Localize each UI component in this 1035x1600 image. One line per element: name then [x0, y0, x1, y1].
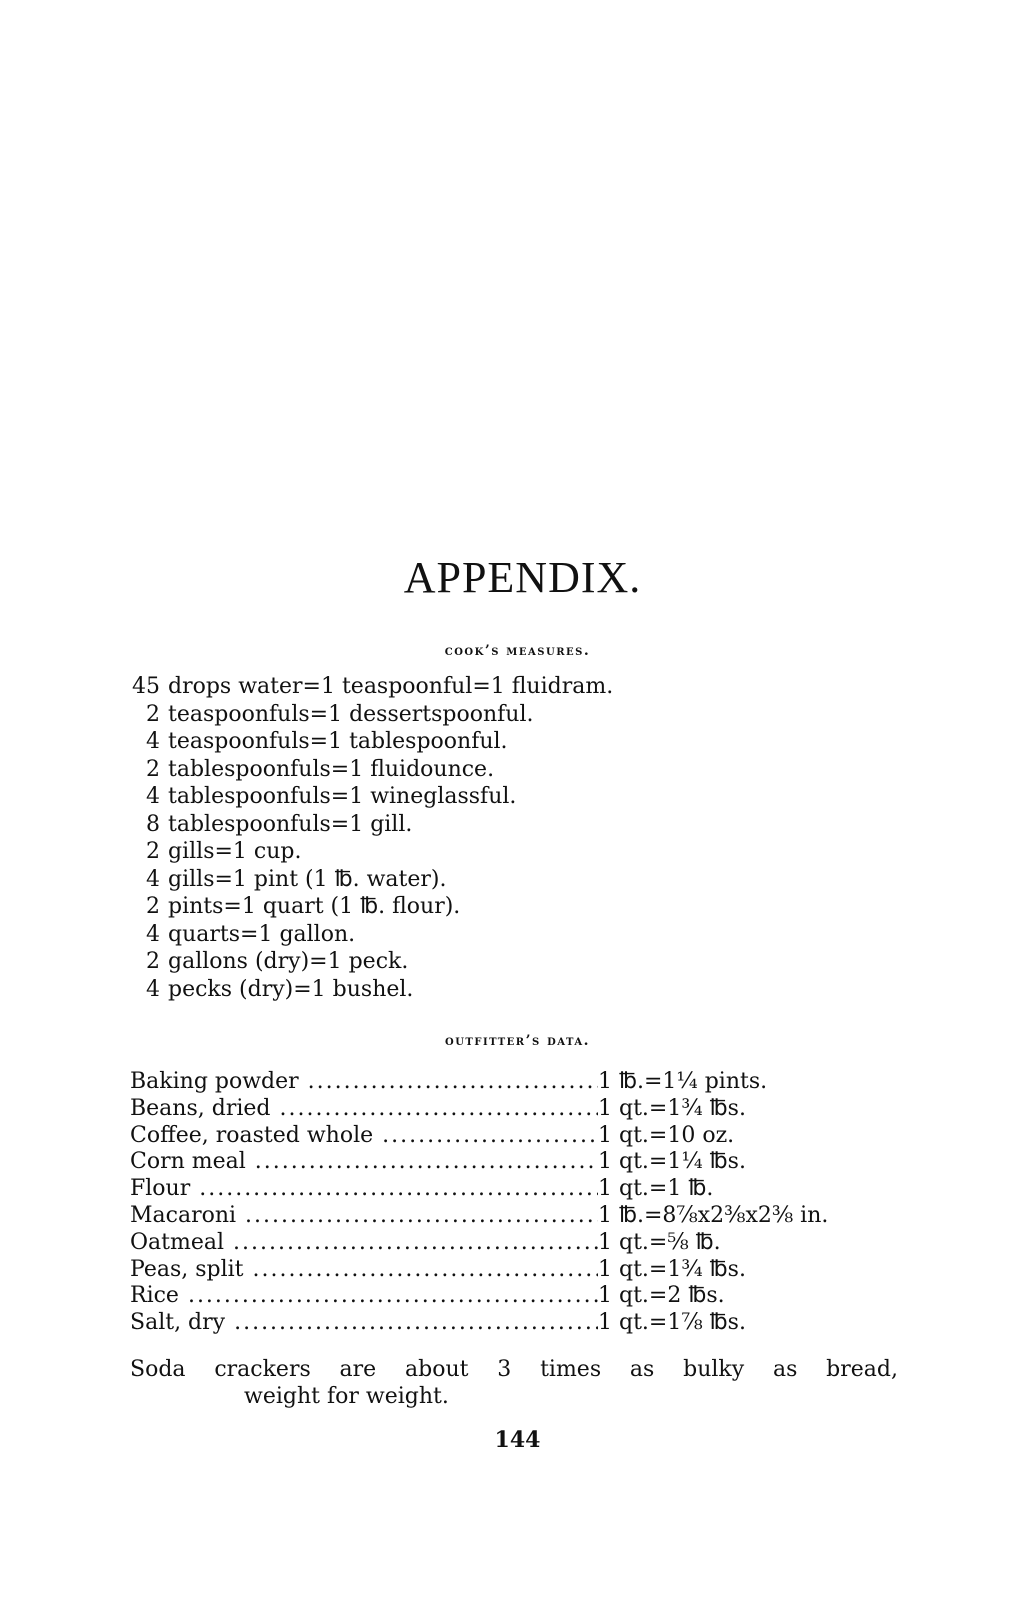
measure-quantity: 45 — [132, 674, 160, 699]
cooks-measures-heading: cook’s measures. — [444, 643, 591, 659]
measure-row — [128, 893, 888, 921]
measure-text: teaspoonfuls=1 dessertspoonful. — [168, 701, 534, 727]
measure-row — [128, 756, 888, 784]
measure-row — [128, 921, 888, 949]
measure-quantity: 2 — [146, 756, 160, 782]
data-amount: 1 qt.=2 ℔s. — [598, 1283, 725, 1309]
measure-text: teaspoonfuls=1 tablespoonful. — [168, 729, 508, 754]
measure-text: gills=1 cup. — [168, 839, 302, 864]
measure-row — [128, 866, 888, 894]
data-row — [130, 1230, 910, 1257]
data-amount: 1 ℔.=8⅞x2⅜x2⅜ in. — [598, 1202, 829, 1228]
measure-row — [128, 783, 888, 811]
measure-row — [128, 838, 888, 866]
measure-text: quarts=1 gallon. — [168, 921, 356, 947]
data-amount: 1 ℔.=1¼ pints. — [598, 1069, 768, 1094]
measure-row — [128, 811, 888, 839]
outfitters-data-heading: outfitter’s data. — [445, 1033, 590, 1049]
data-row — [130, 1123, 910, 1150]
measure-quantity: 4 — [146, 729, 160, 754]
data-row — [130, 1283, 910, 1310]
outfitters-data-list — [130, 1069, 910, 1337]
data-amount: 1 qt.=1¼ ℔s. — [598, 1149, 746, 1175]
measure-quantity: 8 — [146, 811, 160, 837]
data-amount: 1 qt.=⅝ ℔. — [598, 1229, 721, 1255]
data-item: Macaroni ..... — [130, 1203, 598, 1230]
data-item: Beans, dried ..... — [130, 1096, 598, 1123]
measure-text: tablespoonfuls=1 gill. — [168, 811, 413, 837]
data-amount: 1 qt.=1 ℔. — [598, 1176, 714, 1202]
data-row — [130, 1203, 910, 1230]
data-amount: 1 qt.=1¾ ℔s. — [598, 1256, 746, 1282]
data-item: Salt, dry ..... — [130, 1310, 598, 1337]
cooks-measures-list — [128, 673, 888, 1003]
data-row — [130, 1149, 910, 1176]
data-row — [130, 1096, 910, 1123]
data-amount: 1 qt.=10 oz. — [598, 1122, 735, 1148]
measure-row — [128, 728, 888, 756]
page-title: APPENDIX. — [403, 553, 642, 602]
measure-row — [128, 701, 888, 729]
data-item: Baking powder ..... — [130, 1069, 598, 1096]
measure-text: tablespoonfuls=1 wineglassful. — [168, 784, 517, 809]
measure-text: pints=1 quart (1 ℔. flour). — [168, 894, 461, 919]
measure-quantity: 4 — [146, 784, 160, 809]
measure-text: gills=1 pint (1 ℔. water). — [168, 866, 447, 892]
data-item: Coffee, roasted whole ..... — [130, 1123, 598, 1150]
page-number: 144 — [494, 1427, 541, 1453]
measure-quantity: 4 — [146, 921, 160, 947]
data-row — [130, 1176, 910, 1203]
measure-text: pecks (dry)=1 bushel. — [168, 976, 414, 1002]
footnote-line: Soda crackers are about 3 times as bulky as bread, — [130, 1357, 898, 1382]
measure-text: drops water=1 teaspoonful=1 fluidram. — [168, 674, 614, 699]
data-amount: 1 qt.=1⅞ ℔s. — [598, 1310, 746, 1336]
data-item: Oatmeal ..... — [130, 1230, 598, 1257]
measure-row — [128, 948, 888, 976]
measure-row — [128, 976, 888, 1004]
measure-quantity: 4 — [146, 866, 160, 892]
data-amount: 1 qt.=1¾ ℔s. — [598, 1095, 746, 1121]
measure-quantity: 2 — [146, 949, 160, 974]
data-item: Corn meal ..... — [130, 1149, 598, 1176]
data-item: Peas, split ..... — [130, 1257, 598, 1284]
measure-text: tablespoonfuls=1 fluidounce. — [168, 756, 495, 782]
measure-quantity: 2 — [146, 894, 160, 919]
data-item: Rice ..... — [130, 1283, 598, 1310]
data-row — [130, 1069, 910, 1096]
data-row — [130, 1310, 910, 1337]
footnote — [130, 1356, 898, 1410]
measure-quantity: 2 — [146, 701, 160, 727]
measure-quantity: 4 — [146, 976, 160, 1002]
measure-text: gallons (dry)=1 peck. — [168, 949, 409, 974]
data-item: Flour ..... — [130, 1176, 598, 1203]
measure-row — [128, 673, 888, 701]
data-row — [130, 1257, 910, 1284]
footnote-line-continued: weight for weight. — [244, 1384, 449, 1409]
measure-quantity: 2 — [146, 839, 160, 864]
